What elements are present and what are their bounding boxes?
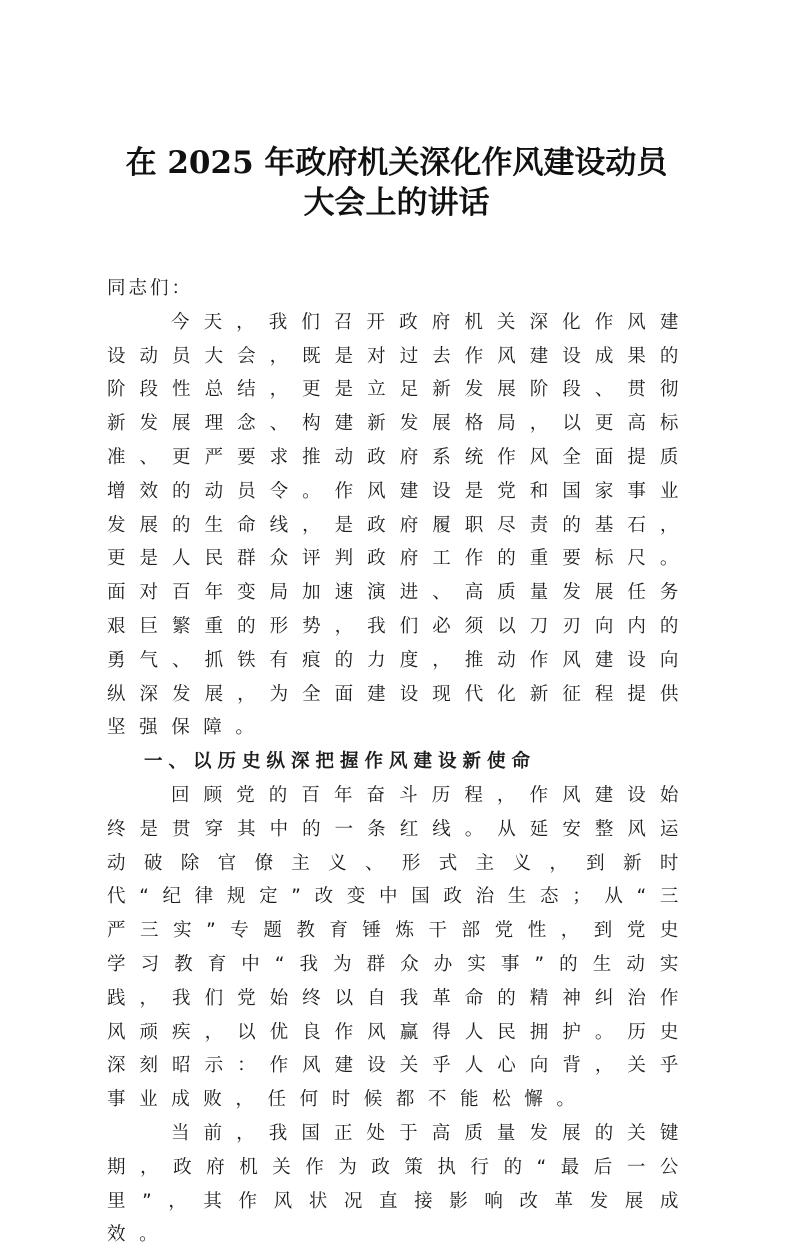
title-line-1: 在 2025 年政府机关深化作风建设动员 bbox=[125, 145, 668, 181]
intro-paragraph: 今天，我们召开政府机关深化作风建设动员大会，既是对过去作风建设成果的阶段性总结，更是立足新发展阶段、贯彻新发展理念、构建新发展格局，以更高标准、更严要求推动政府系统作风全面提质增效的动员令。作风建设是党和国家事业发展的生命线，是政府履职尽责的基石，更是人民群众评判政府工作的重要标尺。面对百年变局加速演进、高质量发展任务艰巨繁重的形势，我们必须以刀刃向内的勇气、抓铁有痕的力度，推动作风建设向纵深发展，为全面建设现代化新征程提供坚强保障。 bbox=[107, 311, 692, 739]
title-line-2: 大会上的讲话 bbox=[303, 185, 490, 221]
salutation: 同志们： bbox=[107, 278, 194, 299]
section-1-paragraph-1: 回顾党的百年奋斗历程，作风建设始终是贯穿其中的一条红线。从延安整风运动破除官僚主义、形式主义，到新时代“纪律规定”改变中国政治生态；从“三严三实”专题教育锤炼干部党性，到党史学习教育中“我为群众办实事”的生动实践，我们党始终以自我革命的精神纠治作风顽疾，以优良作风赢得人民拥护。历史深刻昭示：作风建设关乎人心向背，关乎事业成败，任何时候都不能松懈。 bbox=[107, 784, 692, 1111]
document-title bbox=[60, 143, 733, 223]
section-1-paragraph-2: 当前，我国正处于高质量发展的关键期，政府机关作为政策执行的“最后一公里”，其作风状况直接影响改革发展成效。 bbox=[107, 1122, 692, 1246]
document-body bbox=[107, 272, 692, 1252]
section-heading-1: 一、以历史纵深把握作风建设新使命 bbox=[144, 751, 537, 773]
